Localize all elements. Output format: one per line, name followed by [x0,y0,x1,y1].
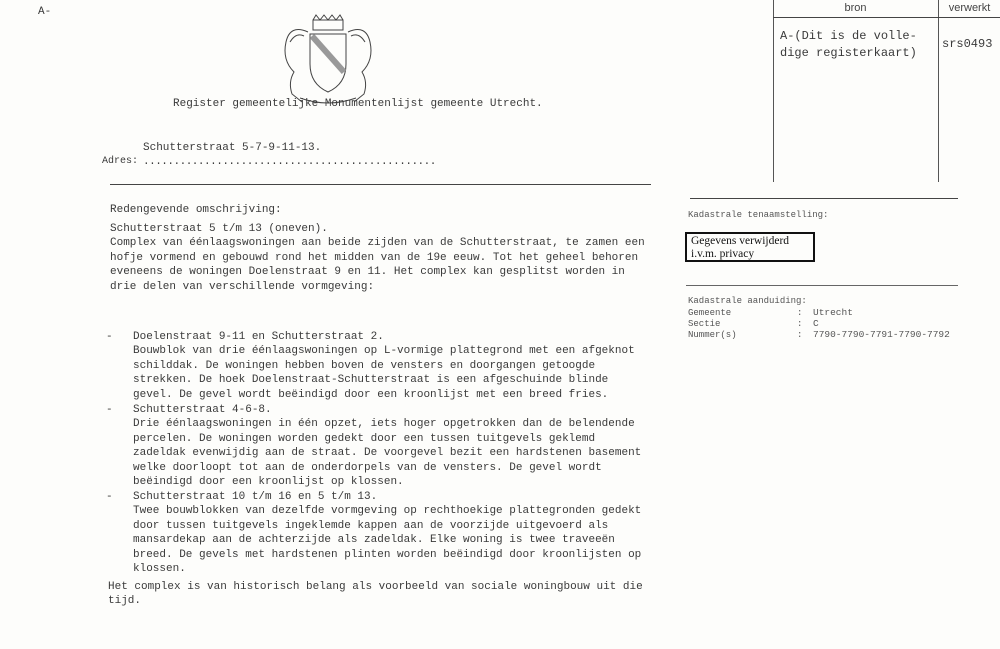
text-line: percelen. De woningen worden gedekt door een tussen tuitgevels geklemd [133,432,596,445]
bron-value [780,28,917,62]
text-line: strekken. De hoek Doelenstraat-Schutterstraat is een afgeschuinde blinde [133,374,609,387]
document-title: Register gemeentelijke Monumentenlijst gemeente Utrecht. [173,98,543,110]
kadaster-field-labels [688,308,737,340]
text-line: welke doorloopt tot aan de onderdorpels van de vensters. De gevel wordt [133,461,602,474]
column-header-verwerkt: verwerkt [948,2,991,14]
address-dots: ................................................ [143,156,436,168]
bullet: - [106,331,113,343]
bron-line: A-(Dit is de volle- [780,29,917,43]
text-line: mansardekap aan de achterzijde als zadeldak. Elke woning is twee traveeën [133,534,615,547]
text-line: Schutterstraat 4-6-8. [133,404,272,416]
privacy-notice: Gegevens verwijderd i.v.m. privacy [685,232,815,262]
kadastrale-aanduiding-label: Kadastrale aanduiding: [688,296,807,306]
column-header-bron: bron [844,2,867,14]
divider [110,184,651,185]
field-label: Gemeente [688,308,732,318]
text-line: Drie éénlaagswoningen in één opzet, iets hoger opgetrokken dan de belendende [133,418,635,431]
field-separator: : [797,329,803,340]
box-header-rule [773,17,1000,18]
list-item [133,490,641,576]
divider [686,285,958,286]
text-line: Twee bouwblokken van dezelfde vormgeving op rechthoekige plattegronden gedekt [133,505,642,518]
field-value: C [813,317,819,329]
text-line: door tussen tuitgevels ingeklemde kappen aan de voorzijde uitgevoerd als [133,519,609,532]
description-heading: Redengevende omschrijving: [110,204,282,216]
bron-line: dige registerkaart) [780,46,917,60]
kadastrale-tenaamstelling-label: Kadastrale tenaamstelling: [688,210,829,220]
text-line: Het complex is van historisch belang als voorbeeld van sociale woningbouw uit die [108,581,643,593]
divider [690,198,958,199]
conclusion [108,580,643,609]
text-line: beëindigd door een kroonlijst op klossen. [133,475,404,488]
text-line: Bouwblok van drie éénlaagswoningen op L-vormige plattegrond met een afgeknot [133,345,635,358]
description-intro [110,222,645,294]
field-separator: : [797,318,803,329]
corner-mark: A- [38,6,52,18]
verwerkt-value: srs0493 [942,37,993,51]
box-column-divider [938,0,939,182]
field-value: 7790-7790-7791-7790-7792 [813,328,950,340]
field-value: Utrecht [813,307,853,318]
text-line: klossen. [133,562,186,575]
kadaster-field-separators [797,308,802,340]
text-line: Schutterstraat 10 t/m 16 en 5 t/m 13. [133,491,378,503]
list-item [133,403,641,489]
field-label: Nummer(s) [688,329,737,340]
kadaster-field-values [813,308,950,340]
box-left-border [773,0,774,182]
text-line: tijd. [108,595,142,608]
text-line: Schutterstraat 5 t/m 13 (oneven). [110,223,328,235]
text-line: schilddak. De woningen hebben boven de vensters en doorgangen getoogde [133,359,596,372]
text-line: gevel. De gevel wordt beëindigd door een kroonlijst met een breed fries. [133,388,609,401]
text-line: breed. De gevels met hardstenen plinten worden beëindigd door kroonlijsten op [133,548,642,561]
text-line: eveneens de woningen Doelenstraat 9 en 11. Het complex kan gesplitst worden in [110,266,625,279]
address-label: Adres: [102,156,139,167]
field-separator: : [797,308,803,318]
field-label: Sectie [688,318,721,329]
text-line: hofje vormend en gebouwd rond het midden van de 19e eeuw. Tot het geheel behoren [110,251,639,264]
list-item [133,330,635,402]
text-line: zadeldak evenwijdig aan de straat. De voorgevel bezit een hardstenen basement [133,447,642,460]
text-line: Doelenstraat 9-11 en Schutterstraat 2. [133,331,384,343]
text-line: drie delen van verschillende vormgeving: [110,280,375,293]
address-value: Schutterstraat 5-7-9-11-13. [143,142,322,154]
bullet: - [106,404,113,416]
bullet: - [106,491,113,503]
city-crest-logo [275,12,380,107]
text-line: Complex van éénlaagswoningen aan beide zijden van de Schutterstraat, te zamen een [110,237,645,250]
